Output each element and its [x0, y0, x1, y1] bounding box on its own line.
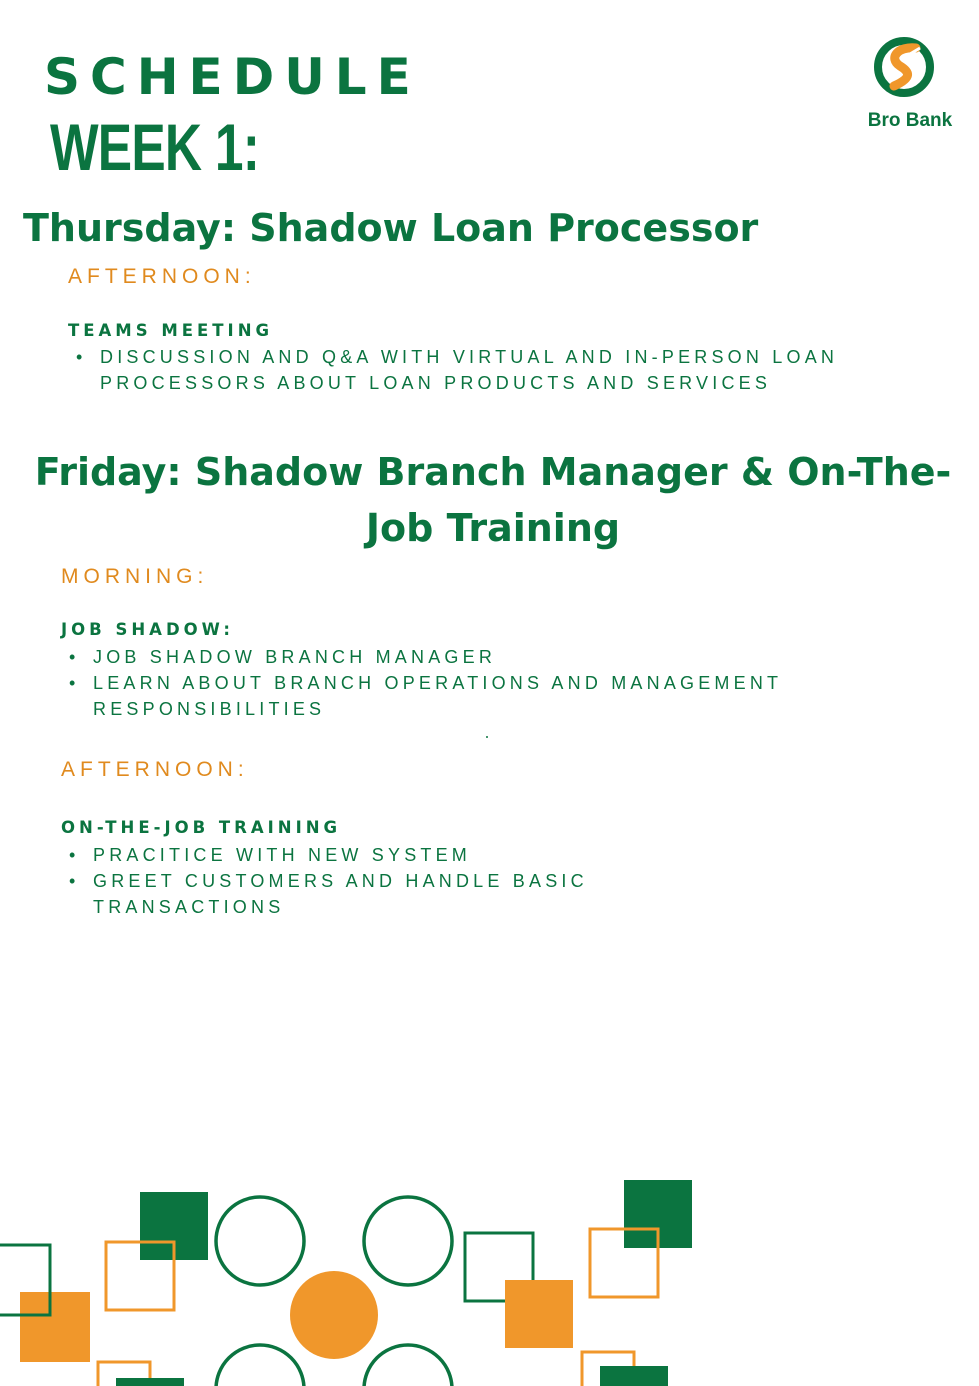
friday-heading: Friday: Shadow Branch Manager & On-The-Job Training — [34, 450, 952, 550]
teams-meeting-label: TEAMS MEETING — [68, 321, 274, 340]
friday-afternoon-list — [61, 842, 641, 920]
friday-morning-label: MORNING: — [61, 565, 209, 588]
list-item: • PRACITICE WITH NEW SYSTEM — [61, 842, 641, 868]
list-item: • DISCUSSION AND Q&A WITH VIRTUAL AND IN-PERSON LOAN PROCESSORS ABOUT LOAN PRODUCTS AND SERVICES — [68, 344, 868, 396]
friday-afternoon-label: AFTERNOON: — [61, 758, 249, 781]
thursday-afternoon-list — [68, 344, 868, 396]
thursday-afternoon-label: AFTERNOON: — [68, 265, 256, 288]
friday-morning-list — [61, 644, 821, 722]
job-shadow-label: JOB SHADOW: — [61, 620, 234, 639]
week-title: WEEK 1: — [50, 110, 260, 184]
schedule-title: SCHEDULE — [44, 48, 421, 106]
list-item: • GREET CUSTOMERS AND HANDLE BASIC TRANSACTIONS — [61, 868, 641, 920]
thursday-heading: Thursday: Shadow Loan Processor — [23, 206, 759, 250]
decorative-dot — [486, 736, 488, 738]
list-item: • LEARN ABOUT BRANCH OPERATIONS AND MANAGEMENT RESPONSIBILITIES — [61, 670, 821, 722]
on-the-job-training-label: ON-THE-JOB TRAINING — [61, 818, 342, 837]
list-item: • JOB SHADOW BRANCH MANAGER — [61, 644, 821, 670]
logo-text: Bro Bank — [867, 110, 953, 131]
decorative-shapes — [0, 1160, 979, 1386]
